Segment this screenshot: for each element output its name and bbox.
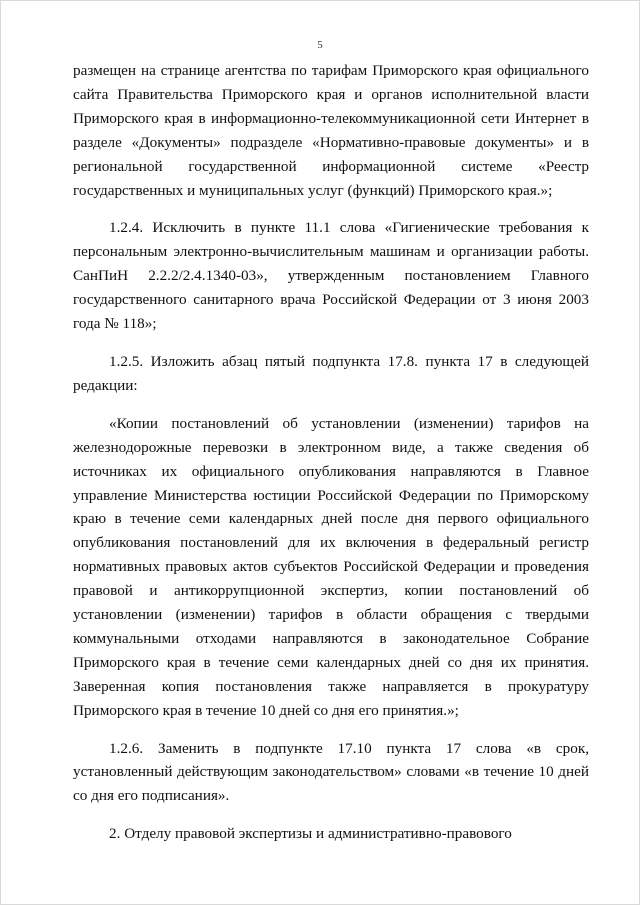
paragraph-continuation: размещен на странице агентства по тарифам Приморского края официального сайта Правительства Приморского края и органов исполнительной власти Приморского края в информационно-телекоммуникационной сети Интернет в разделе «Документы» подразделе «Нормативно-правовые документы» и в региональной государственной информационной системе «Реестр государственных и муниципальных услуг (функций) Приморского края.»; bbox=[73, 62, 589, 199]
paragraph-2: 2. Отделу правовой экспертизы и административно-правового bbox=[109, 825, 512, 843]
page-number: 5 bbox=[317, 39, 323, 51]
paragraph-quoted-text: «Копии постановлений об установлении (изменении) тарифов на железнодорожные перевозки в электронном виде, а также сведения об источниках их официального опубликования направляются в Главное управление Министерства юстиции Российской Федерации по Приморскому краю в течение семи календарных дней после дня первого официального опубликования постановлений для их включения в федеральный регистр нормативных правовых актов субъектов Российской Федерации и проведения правовой и антикоррупционной экспертиз, копии постановлений об установлении (изменении) тарифов в области обращения с твердыми коммунальными отходами направляются в законодательное Собрание Приморского края в течение семи календарных дней со дня их принятия. Заверенная копия постановления также направляется в прокуратуру Приморского края в течение 10 дней со дня его принятия.»; bbox=[73, 414, 589, 719]
paragraph-1-2-5: 1.2.5. Изложить абзац пятый подпункта 17.8. пункта 17 в следующей редакции: bbox=[73, 352, 589, 394]
paragraph-1-2-4: 1.2.4. Исключить в пункте 11.1 слова «Гигиенические требования к персональным электронно-вычислительным машинам и организации работы. СанПиН 2.2.2/2.4.1340-03», утвержденным постановлением Главного государственного санитарного врача Российской Федерации от 3 июня 2003 года № 118»; bbox=[73, 219, 589, 333]
document-body bbox=[73, 59, 589, 846]
paragraph-1-2-6: 1.2.6. Заменить в подпункте 17.10 пункта 17 слова «в срок, установленный действующим законодательством» словами «в течение 10 дней со дня его подписания». bbox=[73, 739, 589, 805]
